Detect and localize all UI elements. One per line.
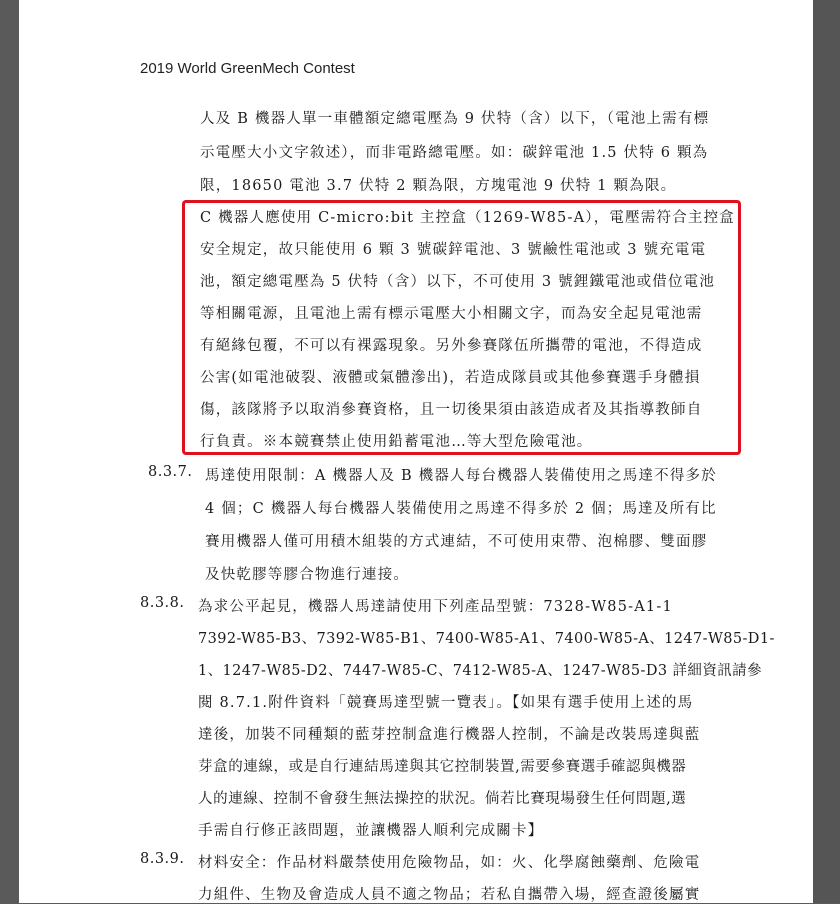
highlight-line: 池，額定總電壓為 5 伏特（含）以下，不可使用 3 號鋰鐵電池或借位電池 (200, 274, 716, 290)
section-line: 7392-W85-B3、7392-W85-B1、7400-W85-A1、7400-W85-A、1247-W85-D1- (198, 631, 775, 647)
highlight-line: 行負責。※本競賽禁止使用鉛蓄電池…等大型危險電池。 (200, 434, 593, 450)
section-line: 馬達使用限制：A 機器人及 B 機器人每台機器人裝備使用之馬達不得多於 (205, 468, 717, 484)
scrollbar[interactable] (813, 0, 840, 903)
highlight-line: 公害(如電池破裂、液體或氣體滲出)，若造成隊員或其他參賽選手身體損 (200, 370, 701, 386)
section-line: 人的連線、控制不會發生無法操控的狀況。倘若比賽現場發生任何問題,選 (198, 791, 687, 807)
section-line: 賽用機器人僅可用積木組裝的方式連結，不可使用束帶、泡棉膠、雙面膠 (205, 534, 708, 550)
section-line: 1、1247-W85-D2、7447-W85-C、7412-W85-A、1247-W85-D3 詳細資訊請參 (198, 663, 762, 679)
section-line: 手需自行修正該問題，並讓機器人順利完成關卡】 (198, 823, 544, 839)
section-line: 為求公平起見，機器人馬達請使用下列產品型號：7328-W85-A1-1 (198, 599, 673, 615)
page-header: 2019 World GreenMech Contest (140, 60, 355, 77)
section-line: 4 個；C 機器人每台機器人裝備使用之馬達不得多於 2 個；馬達及所有比 (205, 501, 717, 517)
section-line: 芽盒的連線，或是自行連結馬達與其它控制裝置,需要參賽選手確認與機器 (198, 759, 687, 775)
section-line: 達後，加裝不同種類的藍芽控制盒進行機器人控制，不論是改裝馬達與藍 (198, 727, 701, 743)
section-number: 8.3.8. (140, 595, 185, 611)
section-number: 8.3.9. (140, 851, 185, 867)
highlight-line: C 機器人應使用 C-micro:bit 主控盒（1269-W85-A），電壓需符合主控盒 (200, 210, 735, 226)
highlight-line: 等相關電源，且電池上需有標示電壓大小相關文字，而為安全起見電池需 (200, 306, 703, 322)
intro-line: 人及 B 機器人單一車體額定總電壓為 9 伏特（含）以下，（電池上需有標 (200, 111, 710, 127)
highlight-line: 傷，該隊將予以取消參賽資格，且一切後果須由該造成者及其指導教師自 (200, 402, 703, 418)
intro-line: 限，18650 電池 3.7 伏特 2 顆為限，方塊電池 9 伏特 1 顆為限。 (200, 178, 677, 194)
section-line: 閱 8.7.1.附件資料「競賽馬達型號一覽表」。【如果有選手使用上述的馬 (198, 695, 694, 711)
document-page (19, 0, 813, 903)
highlight-line: 有絕緣包覆，不可以有裸露現象。另外參賽隊伍所攜帶的電池，不得造成 (200, 338, 703, 354)
intro-line: 示電壓大小文字敘述），而非電路總電壓。如：碳鋅電池 1.5 伏特 6 顆為 (200, 145, 709, 161)
section-line: 力組件、生物及會造成人員不適之物品；若私自攜帶入場，經查證後屬實 (198, 887, 701, 903)
highlight-line: 安全規定，故只能使用 6 顆 3 號碳鋅電池、3 號鹼性電池或 3 號充電電 (200, 242, 707, 258)
section-line: 及快乾膠等膠合物進行連接。 (205, 567, 410, 583)
section-number: 8.3.7. (148, 464, 193, 480)
section-line: 材料安全：作品材料嚴禁使用危險物品，如：火、化學腐蝕藥劑、危險電 (198, 855, 701, 871)
